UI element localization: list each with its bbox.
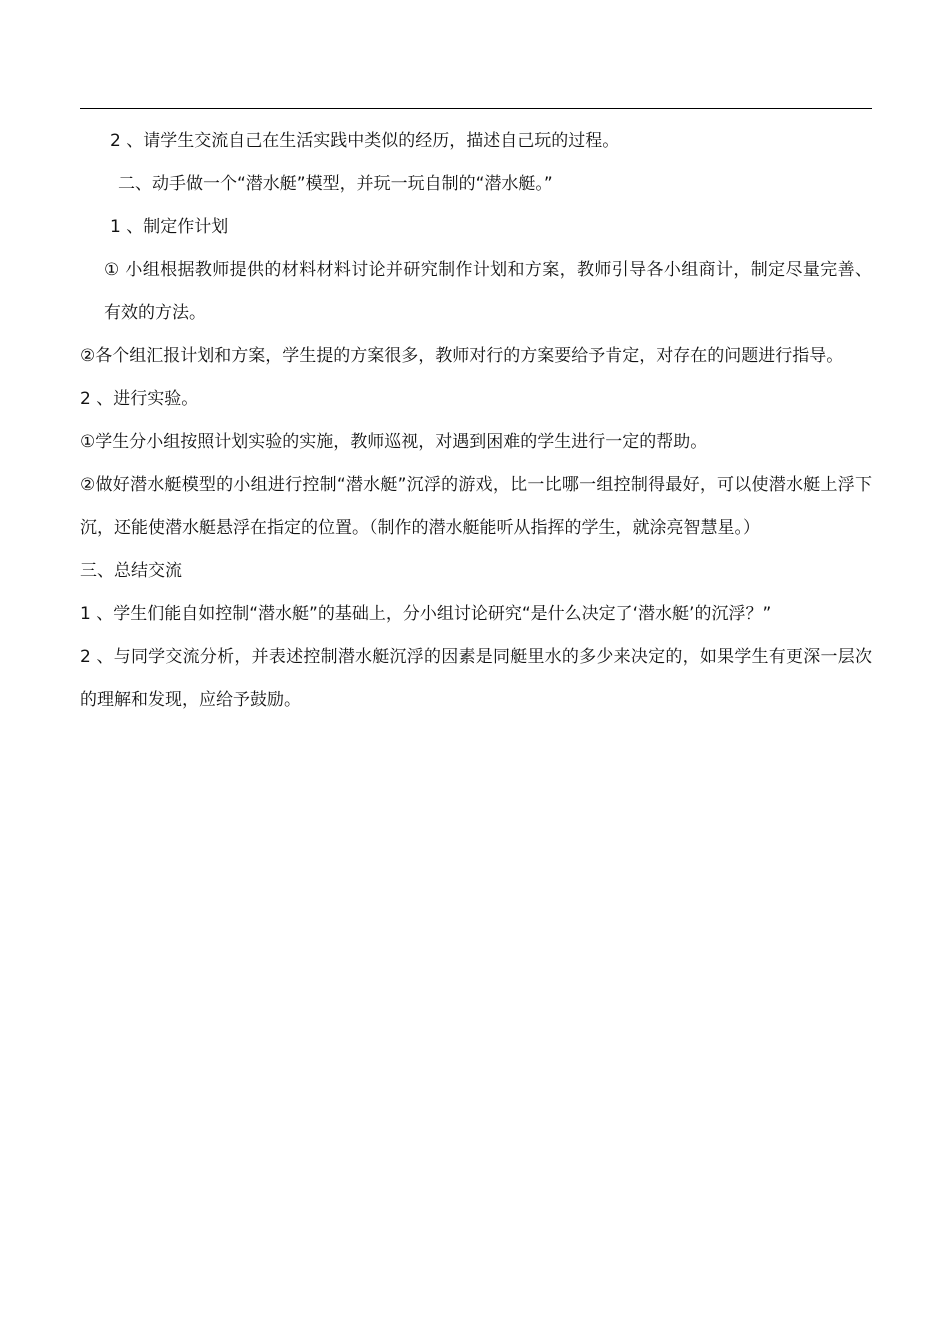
paragraph-exchange-experience: 2 、请学生交流自己在生活实践中类似的经历，描述自己玩的过程。 xyxy=(110,131,620,151)
paragraph-analysis: 2 、与同学交流分析，并表述控制潜水艇沉浮的因素是同艇里水的多少来决定的，如果学生有更深一层次的理解和发现，应给予鼓励。 xyxy=(80,647,872,710)
paragraph-group-implementation: ①学生分小组按照计划实验的实施，教师巡视，对遇到困难的学生进行一定的帮助。 xyxy=(80,432,708,452)
header-rule xyxy=(80,108,872,109)
subheading-make-plan: 1 、制定作计划 xyxy=(110,217,229,237)
paragraph-submarine-game: ②做好潜水艇模型的小组进行控制“潜水艇”沉浮的游戏，比一比哪一组控制得最好，可以使潜水艇上浮下沉，还能使潜水艇悬浮在指定的位置。（制作的潜水艇能听从指挥的学生，就涂亮智慧星。） xyxy=(80,475,872,538)
paragraph-discussion-question: 1 、学生们能自如控制“潜水艇”的基础上，分小组讨论研究“是什么决定了‘潜水艇’的沉浮？” xyxy=(80,604,772,624)
document-body xyxy=(80,120,872,722)
paragraph-group-discussion: ① 小组根据教师提供的材料材料讨论并研究制作计划和方案，教师引导各小组商计，制定尽量完善、有效的方法。 xyxy=(104,260,872,323)
subheading-experiment: 2 、进行实验。 xyxy=(80,389,199,409)
paragraph-group-report: ②各个组汇报计划和方案，学生提的方案很多，教师对行的方案要给予肯定，对存在的问题进行指导。 xyxy=(80,346,844,366)
section-heading-summary: 三、总结交流 xyxy=(80,561,182,581)
section-heading-make-model: 二、动手做一个“潜水艇”模型，并玩一玩自制的“潜水艇。” xyxy=(118,174,553,194)
